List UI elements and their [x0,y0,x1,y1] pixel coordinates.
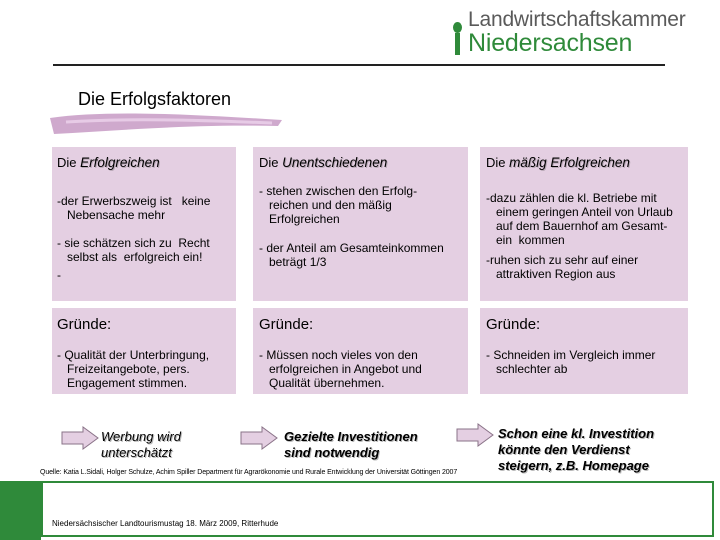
title-brush-decoration [46,108,286,138]
header-emphasis: Erfolgreichen [80,155,160,170]
column-header-unentschiedenen [259,155,387,170]
logo-mark-dot [453,22,462,33]
column-header-maessig [486,155,630,170]
column-header-erfolgreichen [57,155,160,170]
header-prefix: Die [57,155,81,170]
source-citation: Quelle: Katia L.Sidali, Holger Schulze, Achim Spiller Department für Agrarökonomie und Rurale Entwicklung der Universität Göttingen 2007 [40,469,458,476]
point-erwerbszweig: -der Erwerbszweig ist keine Nebensache mehr [57,194,211,222]
box-erfolgreichen-top [52,147,236,301]
conclusion-erfolgreichen: Werbung wird unterschätzt [101,429,181,460]
gruende-label: Gründe: [57,316,112,333]
header-prefix: Die [259,155,283,170]
header-emphasis: Unentschiedenen [282,155,388,170]
arrow-right-icon [61,426,99,450]
logo-text-line1: Landwirtschaftskammer [468,8,686,31]
header-emphasis: mäßig Erfolgreichen [509,155,630,170]
footer-frame [41,481,714,537]
gruende-label: Gründe: [486,316,541,333]
logo-mark-bar [455,33,460,55]
point-kleine-betriebe: -dazu zählen die kl. Betriebe mit einem geringen Anteil von Urlaub auf dem Bauernhof am Gesamt- ein kommen [486,191,673,247]
point-selbsteinschaetzung: - sie schätzen sich zu Recht selbst als erfolgreich ein! [57,236,210,264]
point-anteil: - der Anteil am Gesamteinkommen beträgt 1/3 [259,241,444,269]
gruende-text: - Qualität der Unterbringung, Freizeitangebote, pers. Engagement stimmen. [57,348,210,390]
point-empty-dash: - [57,268,61,282]
arrow-right-icon [240,426,278,450]
footer-event-text: Niedersächsischer Landtourismustag 18. März 2009, Ritterhude [52,519,279,528]
conclusion-unentschiedenen: Gezielte Investitionen sind notwendig [284,429,418,460]
point-region: -ruhen sich zu sehr auf einer attraktiven Region aus [486,253,639,281]
arrow-right-icon [456,423,494,447]
point-zwischen: - stehen zwischen den Erfolg- reichen und den mäßig Erfolgreichen [259,184,418,226]
footer-green-block [0,481,41,540]
header-divider [53,64,665,66]
logo-text-line2: Niedersachsen [468,29,633,57]
page-title: Die Erfolgsfaktoren [78,89,232,109]
conclusion-maessig: Schon eine kl. Investition könnte den Verdienst steigern, z.B. Homepage [498,426,655,473]
gruende-text: - Müssen noch vieles von den erfolgreichen in Angebot und Qualität übernehmen. [259,348,422,390]
gruende-text: - Schneiden im Vergleich immer schlechter ab [486,348,656,376]
gruende-label: Gründe: [259,316,314,333]
header-prefix: Die [486,155,510,170]
